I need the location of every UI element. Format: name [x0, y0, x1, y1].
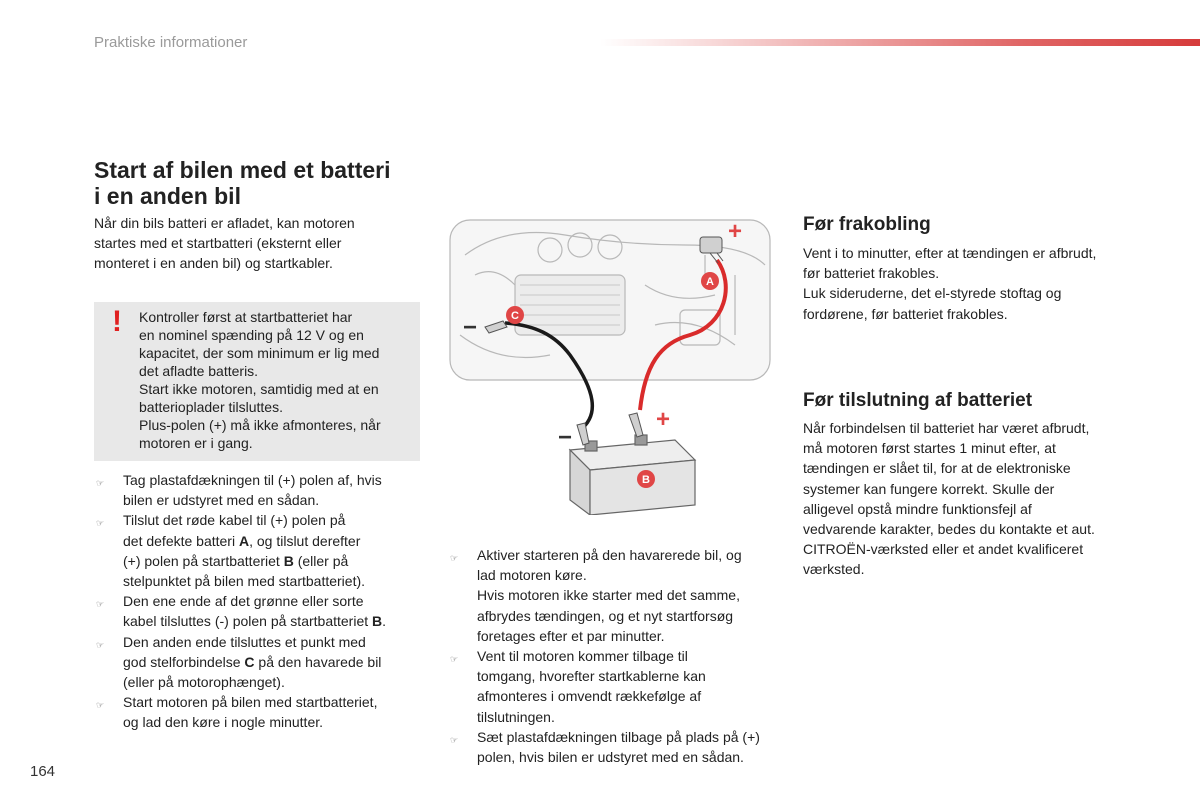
intro-line: monteret i en anden bil) og startkabler. — [94, 255, 333, 271]
warning-line: en nominel spænding på 12 V og en — [139, 327, 364, 343]
text-run: god stelforbindelse — [123, 653, 245, 670]
warning-line: Kontroller først at startbatteriet har — [139, 309, 353, 325]
label-ref-b: B — [283, 552, 294, 569]
warning-line: kapacitet, der som minimum er lig med — [139, 345, 380, 361]
paragraph-line: værksted. — [803, 561, 865, 578]
list-item-line: Sæt plastafdækningen tilbage på plads på (+) — [477, 728, 760, 745]
list-item-line: Aktiver starteren på den havarerede bil, og — [477, 547, 742, 563]
pointing-hand-icon: ☞ — [450, 553, 459, 563]
section-title-line: Start af bilen med et batteri — [94, 157, 391, 183]
pointing-hand-icon: ☞ — [96, 700, 105, 711]
paragraph-line: før batteriet frakobles. — [803, 265, 940, 282]
label-ref-a: A — [238, 532, 250, 549]
pointing-hand-icon: ☞ — [96, 599, 105, 610]
before-connect-heading: Før tilslutning af batteriet — [803, 390, 1033, 411]
header-accent-bar — [600, 39, 1200, 46]
text-run: . — [382, 613, 387, 630]
before-disconnect-heading: Før frakobling — [803, 214, 931, 235]
pointing-hand-icon: ☞ — [450, 734, 459, 745]
list-item-line: tomgang, hvorefter startkablerne kan — [477, 668, 706, 685]
list-item — [94, 591, 424, 631]
intro-line: Når din bils batteri er afladet, kan motoren — [94, 215, 355, 231]
paragraph-line: Når forbindelsen til batteriet har været afbrudt, — [803, 420, 1090, 436]
label-c-badge — [506, 306, 524, 324]
label-a-text: A — [706, 276, 714, 288]
list-item-line: bilen er udstyret med en sådan. — [123, 492, 320, 509]
text-run: det defekte batteri — [123, 532, 239, 549]
warning-line: motoren er i gang. — [139, 435, 253, 451]
list-item — [448, 646, 783, 727]
pointing-hand-icon: ☞ — [96, 478, 105, 488]
label-b-text: B — [642, 474, 650, 486]
before-disconnect-text — [803, 243, 1138, 324]
section-title — [94, 157, 434, 209]
pointing-hand-icon: ☞ — [450, 654, 459, 665]
list-item-line: Vent til motoren kommer tilbage til — [477, 648, 688, 665]
list-item-line — [123, 531, 424, 551]
label-ref-b: B — [372, 613, 383, 630]
list-item-line — [123, 551, 424, 571]
list-item — [94, 692, 424, 732]
text-run: , og tilslut derefter — [249, 532, 361, 549]
before-connect-text — [803, 418, 1138, 580]
list-item — [94, 510, 424, 591]
text-run: kabel tilsluttes (-) polen på startbatteriet — [123, 613, 373, 630]
list-item-line: tilslutningen. — [477, 708, 555, 725]
paragraph-line: Vent i to minutter, efter at tændingen er afbrudt, — [803, 245, 1097, 261]
page-number: 164 — [30, 763, 56, 780]
paragraph-line: vedvarende karakter, bedes du kontakte et aut. — [803, 521, 1095, 538]
label-a-badge — [701, 272, 719, 290]
paragraph-line: Luk sideruderne, det el-styrede stoftag og — [803, 285, 1062, 302]
list-item-line: og lad den køre i nogle minutter. — [123, 714, 324, 731]
paragraph-line: CITROËN-værksted eller et andet kvalificeret — [803, 541, 1084, 558]
middle-bullet-list — [448, 545, 783, 767]
pointing-hand-icon: ☞ — [96, 518, 105, 529]
list-item — [448, 545, 783, 646]
warning-line: Start ikke motoren, samtidig med at en — [139, 381, 379, 397]
list-item — [448, 727, 783, 767]
left-bullet-list — [94, 470, 424, 733]
list-item-line: lad motoren køre. — [477, 567, 587, 584]
paragraph-line: må motoren først startes 1 minut efter, at — [803, 440, 1056, 457]
text-run: (+) polen på startbatteriet — [123, 552, 284, 569]
plus-sign-engine: + — [727, 218, 743, 245]
paragraph-line: alligevel opstå mindre funktionsfejl af — [803, 500, 1032, 517]
minus-sign-engine: − — [462, 314, 478, 341]
paragraph-line: tændingen er slået til, for at de elektroniske — [803, 460, 1071, 477]
list-item-line — [123, 652, 424, 672]
warning-line: det afladte batteris. — [139, 363, 259, 379]
list-item-line: afbrydes tændingen, og et nyt startforsøg — [477, 607, 734, 624]
list-item-line: afmonteres i omvendt rækkefølge af — [477, 688, 702, 705]
battery-drawing — [570, 435, 695, 515]
plus-sign-battery: + — [655, 406, 671, 433]
list-item-line: Start motoren på bilen med startbatteriet, — [123, 694, 378, 711]
warning-box — [94, 302, 420, 461]
warning-line: Plus-polen (+) må ikke afmonteres, når — [139, 417, 381, 433]
list-item-line: Tag plastafdækningen til (+) polen af, hvis — [123, 472, 382, 488]
section-title-line: i en anden bil — [94, 183, 241, 209]
header-title: Praktiske informationer — [94, 34, 248, 51]
list-item-line — [123, 611, 424, 631]
list-item-line: Den anden ende tilsluttes et punkt med — [123, 633, 366, 650]
list-item-line: stelpunktet på bilen med startbatteriet). — [123, 573, 366, 590]
list-item-line: (eller på motorophænget). — [123, 674, 285, 691]
label-c-text: C — [511, 310, 519, 322]
list-item-line: Den ene ende af det grønne eller sorte — [123, 593, 364, 610]
paragraph-line: systemer kan fungere korrekt. Skulle der — [803, 480, 1055, 497]
jump-start-illustration — [445, 215, 775, 515]
warning-line: batterioplader tilsluttes. — [139, 399, 283, 415]
list-item-line: Tilslut det røde kabel til (+) polen på — [123, 512, 346, 529]
text-run: på den havarede bil — [254, 653, 382, 670]
label-b-badge — [637, 470, 655, 488]
list-item — [94, 470, 424, 510]
intro-line: startes med et startbatteri (eksternt eller — [94, 235, 342, 251]
paragraph-line: fordørene, før batteriet frakobles. — [803, 305, 1008, 322]
list-item — [94, 632, 424, 693]
exclamation-warning-icon: ! — [112, 305, 122, 338]
intro-paragraph — [94, 213, 404, 273]
list-item-line: polen, hvis bilen er udstyret med en sådan. — [477, 749, 744, 766]
list-item-line: Hvis motoren ikke starter med det samme, — [477, 587, 740, 604]
pointing-hand-icon: ☞ — [96, 639, 105, 650]
list-item-line: foretages efter et par minutter. — [477, 627, 665, 644]
minus-sign-battery: − — [557, 424, 573, 451]
text-run: (eller på — [293, 552, 349, 569]
label-ref-c: C — [244, 653, 255, 670]
battery-clamps — [577, 413, 643, 445]
